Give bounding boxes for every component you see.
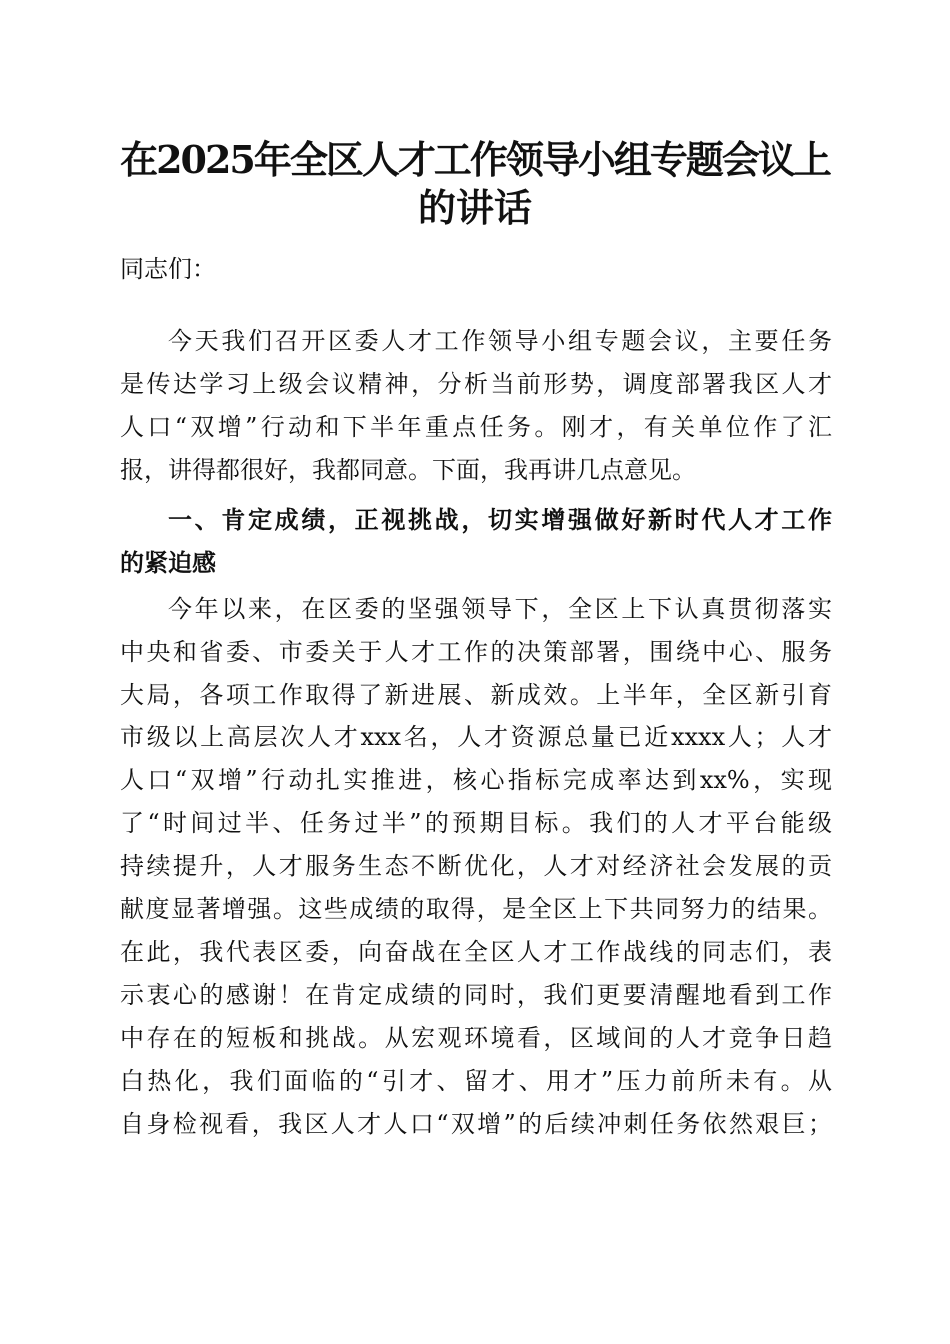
intro-paragraph-line: 是传达学习上级会议精神，分析当前形势，调度部署我区人才 — [120, 370, 832, 398]
body-paragraph-line: 献度显著增强。这些成绩的取得，是全区上下共同努力的结果。 — [120, 895, 832, 923]
body-paragraph-line: 今年以来，在区委的坚强领导下，全区上下认真贯彻落实 — [168, 595, 832, 623]
body-paragraph-line: 中存在的短板和挑战。从宏观环境看，区域间的人才竞争日趋 — [120, 1024, 832, 1052]
intro-paragraph-line: 人口“双增”行动和下半年重点任务。刚才，有关单位作了汇 — [120, 413, 832, 441]
body-paragraph-line: 大局，各项工作取得了新进展、新成效。上半年，全区新引育 — [120, 681, 832, 709]
body-paragraph-line: 持续提升，人才服务生态不断优化，人才对经济社会发展的贡 — [120, 852, 832, 880]
salutation: 同志们： — [120, 255, 216, 283]
body-paragraph-line: 人口“双增”行动扎实推进，核心指标完成率达到xx%，实现 — [120, 766, 832, 794]
intro-paragraph-line: 今天我们召开区委人才工作领导小组专题会议，主要任务 — [168, 327, 832, 355]
section-heading-line: 的紧迫感 — [120, 549, 216, 577]
document-title-line-2: 的讲话 — [417, 185, 532, 230]
body-paragraph-line: 白热化，我们面临的“引才、留才、用才”压力前所未有。从 — [120, 1067, 832, 1095]
body-paragraph-line: 中央和省委、市委关于人才工作的决策部署，围绕中心、服务 — [120, 638, 832, 666]
body-paragraph-line: 示衷心的感谢！在肯定成绩的同时，我们更要清醒地看到工作 — [120, 981, 832, 1009]
body-paragraph-line: 了“时间过半、任务过半”的预期目标。我们的人才平台能级 — [120, 809, 832, 837]
section-heading-line: 一、肯定成绩，正视挑战，切实增强做好新时代人才工作 — [168, 506, 832, 534]
body-paragraph-line: 市级以上高层次人才xxx名，人才资源总量已近xxxx人；人才 — [120, 723, 832, 751]
intro-paragraph-line: 报，讲得都很好，我都同意。下面，我再讲几点意见。 — [120, 456, 696, 484]
body-paragraph-line: 自身检视看，我区人才人口“双增”的后续冲刺任务依然艰巨； — [120, 1110, 832, 1138]
body-paragraph-line: 在此，我代表区委，向奋战在全区人才工作战线的同志们，表 — [120, 938, 832, 966]
document-title-line-1: 在2025年全区人才工作领导小组专题会议上 — [120, 137, 830, 182]
